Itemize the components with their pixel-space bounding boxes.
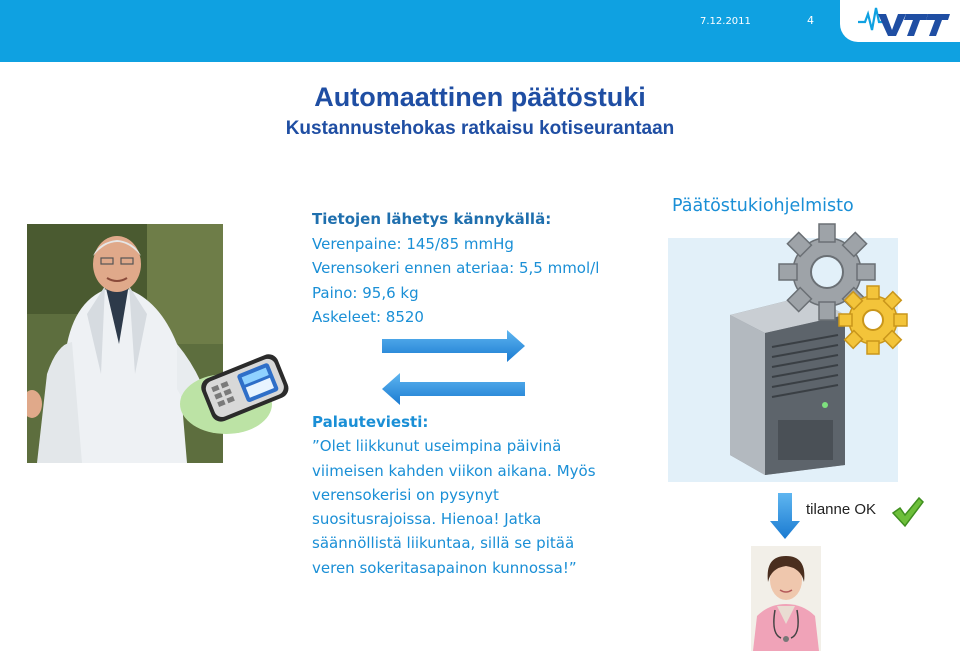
mobile-phone-icon <box>178 350 303 435</box>
slide-date: 7.12.2011 <box>700 16 751 27</box>
blood-sugar-line: Verensokeri ennen ateriaa: 5,5 mmol/l <box>312 259 600 277</box>
arrow-right-icon <box>382 330 527 362</box>
page-number: 4 <box>807 14 814 27</box>
feedback-line: viimeisen kahden viikon aikana. Myös <box>312 461 596 480</box>
feedback-line: säännöllistä liikuntaa, sillä se pitää <box>312 534 575 553</box>
feedback-block <box>312 410 672 580</box>
slide-title: Automaattinen päätöstuki <box>314 82 646 112</box>
arrow-down-icon <box>770 493 800 539</box>
sent-data-heading: Tietojen lähetys kännykällä: <box>312 210 552 228</box>
decision-support-label: Päätöstukiohjelmisto <box>672 196 854 216</box>
checkmark-icon <box>890 496 924 528</box>
header-bar <box>0 0 960 62</box>
feedback-line: ”Olet liikkunut useimpina päivinä <box>312 437 562 456</box>
gear-icon <box>775 222 915 362</box>
feedback-line: veren sokeritasapainon kunnossa!” <box>312 558 577 577</box>
sent-data-block <box>312 207 599 330</box>
feedback-line: verensokerisi on pysynyt <box>312 485 499 504</box>
status-label: tilanne OK <box>806 501 877 518</box>
weight-line: Paino: 95,6 kg <box>312 283 419 302</box>
blood-pressure-line: Verenpaine: 145/85 mmHg <box>312 234 514 253</box>
feedback-heading: Palauteviesti: <box>312 413 429 431</box>
vtt-logo <box>840 0 960 42</box>
arrow-left-icon <box>382 373 527 405</box>
nurse-photo <box>751 546 821 651</box>
vtt-logo-icon <box>840 0 960 42</box>
steps-line: Askeleet: 8520 <box>312 308 424 326</box>
slide-subtitle: Kustannustehokas ratkaisu kotiseurantaan <box>285 118 675 139</box>
feedback-line: suositusrajoissa. Hienoa! Jatka <box>312 510 542 529</box>
